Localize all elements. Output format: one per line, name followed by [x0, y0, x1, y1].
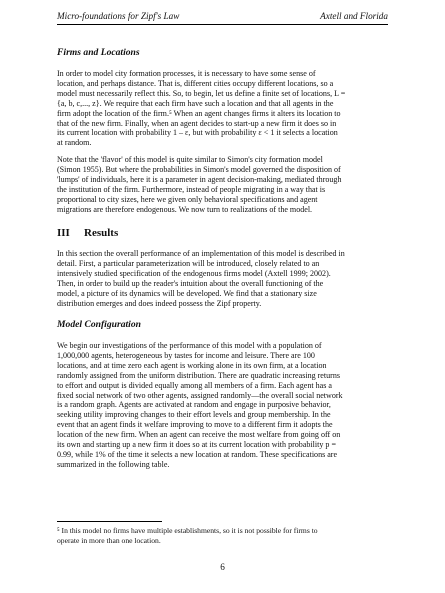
text-line: its current location with probability 1 – ε, but with probability ε < 1 it selects a location [57, 128, 338, 138]
paragraph-config-1 [57, 341, 388, 470]
paragraph-results-1 [57, 249, 388, 308]
text-line: 0.99, while 1% of the time it selects a new location at random. These specifications are [57, 449, 338, 459]
text-line: distribution emerges and does indeed possess the Zipf property. [57, 298, 262, 308]
text-line: We begin our investigations of the performance of this model with a population of [57, 341, 322, 350]
text-line: firm adopt the location of the firm.⁵ When an agent changes firms it alters its location to [57, 108, 341, 118]
text-line: the institution of the firm. Furthermore, instead of people migrating in a way that is [57, 184, 326, 194]
text-line: {a, b, c,..., z}. We require that each firm have such a location and that all agents in the [57, 98, 334, 108]
section-title: Results [84, 227, 119, 239]
section-number: III [57, 227, 70, 239]
text-line: event that an agent finds it welfare improving to move to a different firm it adopts the [57, 420, 333, 430]
text-line: detail. First, a particular parameterization will be introduced, closely related to an [57, 258, 320, 268]
paragraph-firms-2 [57, 155, 388, 214]
text-line: (Simon 1955). But where the probabilities in Simon's model governed the disposition of [57, 164, 341, 174]
text-line: is a random graph. Agents are activated at random and engage in purposive behavior, [57, 400, 331, 410]
text-line: summarized in the following table. [57, 459, 170, 469]
section-heading-config: Model Configuration [57, 319, 141, 330]
text-line: In this section the overall performance of an implementation of this model is described in [57, 249, 345, 258]
text-line: intensively studied specification of the endogenous firms model (Axtell 1999; 2002). [57, 268, 331, 278]
text-line: model must necessarily reflect this. So, to begin, let us define a finite set of locations, L = [57, 88, 346, 98]
text-line: location, and perhaps distance. That is, different cities occupy different locations, so a [57, 78, 334, 88]
text-line: location of the new firm. When an agent can receive the most welfare from going off on [57, 430, 341, 440]
text-line: that of the new firm. Finally, when an agent decides to start-up a new firm it does so in [57, 118, 337, 128]
header-authors: Axtell and Florida [320, 11, 388, 21]
footnote [57, 526, 388, 546]
text-line: migrations are therefore endogenous. We now turn to realizations of the model. [57, 204, 313, 214]
header-rule [57, 24, 388, 25]
text-line: In order to model city formation processes, it is necessary to have some sense of [57, 69, 316, 78]
text-line: randomly assigned from the uniform distribution. There are quadratic increasing returns [57, 370, 340, 380]
section-heading-firms: Firms and Locations [57, 47, 140, 58]
section-heading-results [57, 227, 118, 240]
footnote-rule [57, 521, 162, 522]
paragraph-firms-1 [57, 69, 388, 148]
text-line: its own and starting up a new firm it does so at its current location with probability p = [57, 440, 336, 450]
text-line: Then, in order to build up the reader's intuition about the overall functioning of the [57, 278, 324, 288]
footnote-line: operate in more than one location. [57, 535, 161, 545]
footnote-line: ⁵ In this model no firms have multiple establishments, so it is not possible for firms to [57, 526, 318, 535]
text-line: locations, and at time zero each agent is working alone in its own firm, at a location [57, 360, 327, 370]
text-line: proportional to city sizes, here we given only behavioral specifications and agent [57, 194, 318, 204]
text-line: 'lumps' of individuals, here it is a parameter in agent decision-making, mediated through [57, 174, 342, 184]
text-line: 1,000,000 agents, heterogeneous by tastes for income and leisure. There are 100 [57, 350, 315, 360]
running-header [57, 10, 388, 22]
text-line: model, a picture of its dynamics will be developed. We find that a stationary size [57, 288, 317, 298]
text-line: Note that the 'flavor' of this model is quite similar to Simon's city formation model [57, 155, 323, 164]
text-line: at random. [57, 138, 92, 148]
header-title: Micro-foundations for Zipf's Law [57, 11, 180, 21]
text-line: seeking utility improving changes to their effort levels and group membership. In the [57, 410, 331, 420]
page-number: 6 [220, 562, 225, 572]
text-line: fixed social network of two other agents, assigned randomly—the overall social network [57, 390, 343, 400]
text-line: to effort and output is divided equally among all members of a firm. Each agent has a [57, 380, 332, 390]
